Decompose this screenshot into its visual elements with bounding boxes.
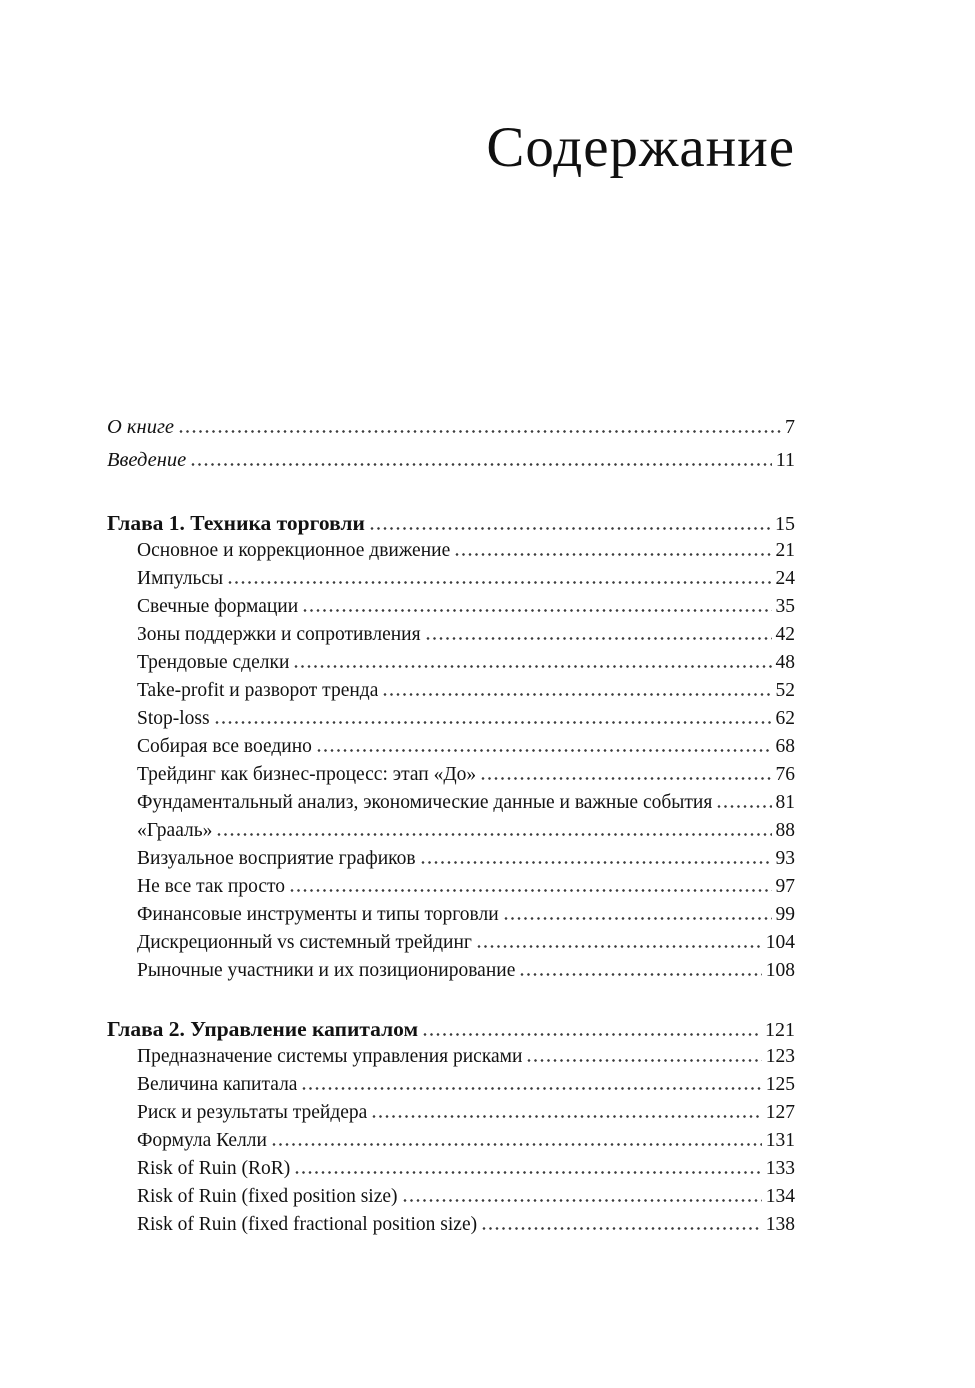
toc-chapter-heading-page-number: 121 [765, 1018, 795, 1041]
toc-entry [107, 1130, 795, 1158]
toc-entry-page-number: 138 [765, 1213, 795, 1235]
toc-entry-page-number: 99 [775, 903, 795, 925]
dotted-leader [455, 553, 771, 556]
toc-entry-page-number: 62 [775, 707, 795, 729]
toc-entry [107, 904, 795, 932]
toc-entry [107, 652, 795, 680]
dotted-leader [372, 1115, 761, 1118]
dotted-leader [403, 1199, 762, 1202]
toc-entry-label: Предназначение системы управления рисками [137, 1045, 523, 1067]
toc-chapter-2 [107, 1017, 795, 1242]
dotted-leader [423, 1033, 761, 1036]
toc-entry-label: Не все так просто [137, 875, 285, 897]
toc-entry [107, 1214, 795, 1242]
toc-entry-page-number: 123 [765, 1045, 795, 1067]
toc-entry-label: Take-profit и разворот тренда [137, 679, 379, 701]
toc-entry-label: Основное и коррекционное движение [137, 539, 451, 561]
toc-entry [107, 876, 795, 904]
toc-entry-page-number: 125 [765, 1073, 795, 1095]
dotted-leader [370, 527, 771, 530]
dotted-leader [290, 889, 772, 892]
toc-chapter-heading-label: Глава 2. Управление капиталом [107, 1016, 419, 1041]
dotted-leader [383, 693, 771, 696]
toc-entry-page-number: 11 [775, 448, 795, 471]
toc-entry-page-number: 134 [765, 1185, 795, 1207]
table-of-contents [107, 416, 795, 1242]
dotted-leader [421, 861, 772, 864]
toc-chapter-heading-page-number: 15 [775, 512, 795, 535]
toc-entry [107, 624, 795, 652]
toc-entry-page-number: 81 [775, 791, 795, 813]
dotted-leader [426, 637, 772, 640]
toc-entry-page-number: 131 [765, 1129, 795, 1151]
toc-entry-label: Величина капитала [137, 1073, 298, 1095]
toc-entry-label: Финансовые инструменты и типы торговли [137, 903, 499, 925]
toc-entry [107, 848, 795, 876]
dotted-leader [520, 973, 761, 976]
toc-entry [107, 540, 795, 568]
toc-entry-page-number: 133 [765, 1157, 795, 1179]
toc-entry [107, 416, 795, 449]
toc-entry-page-number: 48 [775, 651, 795, 673]
toc-entry-page-number: 127 [765, 1101, 795, 1123]
toc-entry [107, 1046, 795, 1074]
toc-entry [107, 1186, 795, 1214]
toc-entry-label: Дискреционный vs системный трейдинг [137, 931, 472, 953]
toc-entry-page-number: 21 [775, 539, 795, 561]
toc-entry-page-number: 35 [775, 595, 795, 617]
toc-entry-label: О книге [107, 415, 175, 438]
dotted-leader [481, 777, 771, 780]
toc-front-matter [107, 416, 795, 482]
dotted-leader [303, 609, 771, 612]
dotted-leader [179, 430, 781, 433]
toc-entry-label: Формула Келли [137, 1129, 267, 1151]
toc-chapter-heading-label: Глава 1. Техника торговли [107, 510, 365, 535]
dotted-leader [294, 665, 771, 668]
toc-entry-page-number: 24 [775, 567, 795, 589]
toc-entry-page-number: 108 [765, 959, 795, 981]
toc-chapter-heading [107, 1017, 795, 1046]
dotted-leader [295, 1171, 761, 1174]
toc-entry-label: Импульсы [137, 567, 224, 589]
toc-entry-page-number: 88 [775, 819, 795, 841]
toc-entry [107, 792, 795, 820]
toc-entry-label: Risk of Ruin (fixed fractional position size) [137, 1213, 478, 1235]
toc-entry-label: Риск и результаты трейдера [137, 1101, 368, 1123]
toc-entry [107, 1158, 795, 1186]
toc-entry-label: Введение [107, 448, 187, 471]
toc-entry [107, 596, 795, 624]
toc-entry-label: Risk of Ruin (fixed position size) [137, 1185, 398, 1207]
toc-entry [107, 960, 795, 988]
dotted-leader [527, 1059, 761, 1062]
toc-entry-label: Зоны поддержки и сопротивления [137, 623, 421, 645]
dotted-leader [504, 917, 772, 920]
dotted-leader [477, 945, 762, 948]
toc-entry-page-number: 93 [775, 847, 795, 869]
toc-entry [107, 680, 795, 708]
toc-entry-page-number: 97 [775, 875, 795, 897]
toc-chapter-heading [107, 511, 795, 540]
toc-entry-label: Рыночные участники и их позиционирование [137, 959, 516, 981]
toc-page [107, 0, 795, 1242]
toc-entry-page-number: 68 [775, 735, 795, 757]
dotted-leader [272, 1143, 762, 1146]
dotted-leader [215, 721, 772, 724]
toc-entry-page-number: 52 [775, 679, 795, 701]
toc-entry [107, 764, 795, 792]
toc-entry-label: Трендовые сделки [137, 651, 290, 673]
toc-entry-label: Risk of Ruin (RoR) [137, 1157, 291, 1179]
toc-chapter-1 [107, 511, 795, 988]
toc-entry [107, 449, 795, 482]
dotted-leader [228, 581, 771, 584]
toc-entry [107, 820, 795, 848]
toc-entry [107, 708, 795, 736]
dotted-leader [482, 1227, 762, 1230]
toc-entry-label: «Грааль» [137, 819, 213, 841]
dotted-leader [717, 805, 771, 808]
dotted-leader [317, 749, 772, 752]
toc-entry [107, 932, 795, 960]
toc-entry-label: Фундаментальный анализ, экономические данные и важные события [137, 791, 713, 813]
page-title: Содержание [486, 116, 795, 179]
dotted-leader [302, 1087, 761, 1090]
toc-entry-label: Stop-loss [137, 707, 210, 729]
toc-entry-label: Трейдинг как бизнес-процесс: этап «До» [137, 763, 477, 785]
dotted-leader [217, 833, 771, 836]
toc-entry-page-number: 7 [785, 415, 795, 438]
toc-entry [107, 736, 795, 764]
toc-entry-page-number: 42 [775, 623, 795, 645]
toc-entry [107, 1074, 795, 1102]
toc-entry [107, 568, 795, 596]
toc-entry-label: Свечные формации [137, 595, 299, 617]
toc-entry [107, 1102, 795, 1130]
toc-entry-label: Собирая все воедино [137, 735, 312, 757]
toc-entry-page-number: 104 [765, 931, 795, 953]
dotted-leader [191, 463, 771, 466]
toc-entry-page-number: 76 [775, 763, 795, 785]
toc-entry-label: Визуальное восприятие графиков [137, 847, 416, 869]
